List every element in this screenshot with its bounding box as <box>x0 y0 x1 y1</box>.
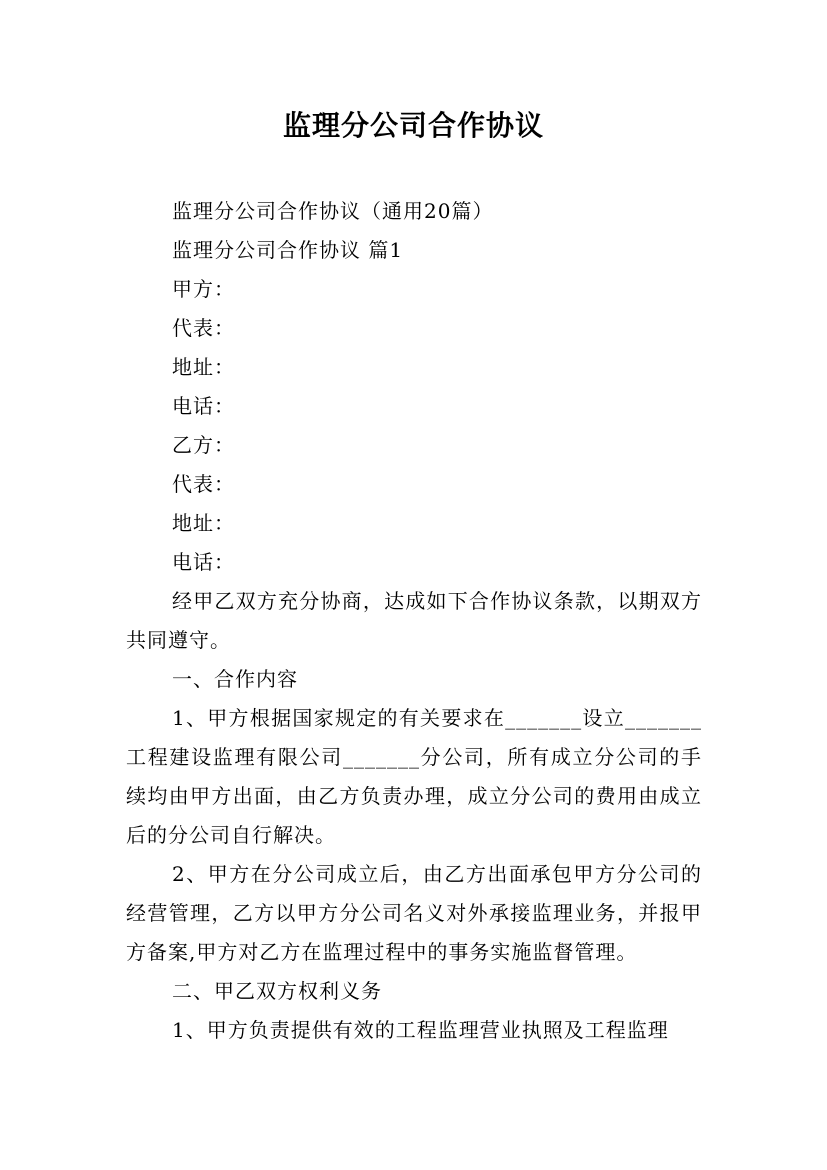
party-a-label: 甲方： <box>172 277 235 301</box>
document-title: 监理分公司合作协议 <box>282 109 544 142</box>
document-subtitle: 监理分公司合作协议（通用20篇） <box>172 199 494 223</box>
party-b-label: 乙方： <box>172 433 235 457</box>
section1-item2: 2、甲方在分公司成立后，由乙方出面承包甲方分公司的经营管理，乙方以甲方分公司名义对外承接监理业务，并报甲方备案,甲方对乙方在监理过程中的事务实施监督管理。 <box>126 862 702 964</box>
party-b-address: 地址： <box>172 511 235 535</box>
document-body <box>126 192 702 1050</box>
party-b-representative: 代表： <box>172 472 235 496</box>
party-b-phone: 电话： <box>172 550 235 574</box>
party-a-address: 地址： <box>172 355 235 379</box>
party-a-representative: 代表： <box>172 316 235 340</box>
section1-item1: 1、甲方根据国家规定的有关要求在_______设立_______工程建设监理有限公司_______分公司，所有成立分公司的手续均由甲方出面，由乙方负责办理，成立分公司的费用由成立后的分公司自行解决。 <box>126 706 702 847</box>
party-a-phone: 电话： <box>172 394 235 418</box>
section2-item1: 1、甲方负责提供有效的工程监理营业执照及工程监理 <box>172 1018 669 1042</box>
section2-heading: 二、甲乙双方权利义务 <box>172 979 382 1003</box>
section-heading: 监理分公司合作协议 篇1 <box>172 238 404 262</box>
intro-paragraph: 经甲乙双方充分协商，达成如下合作协议条款，以期双方共同遵守。 <box>126 589 702 652</box>
section1-heading: 一、合作内容 <box>172 667 298 691</box>
